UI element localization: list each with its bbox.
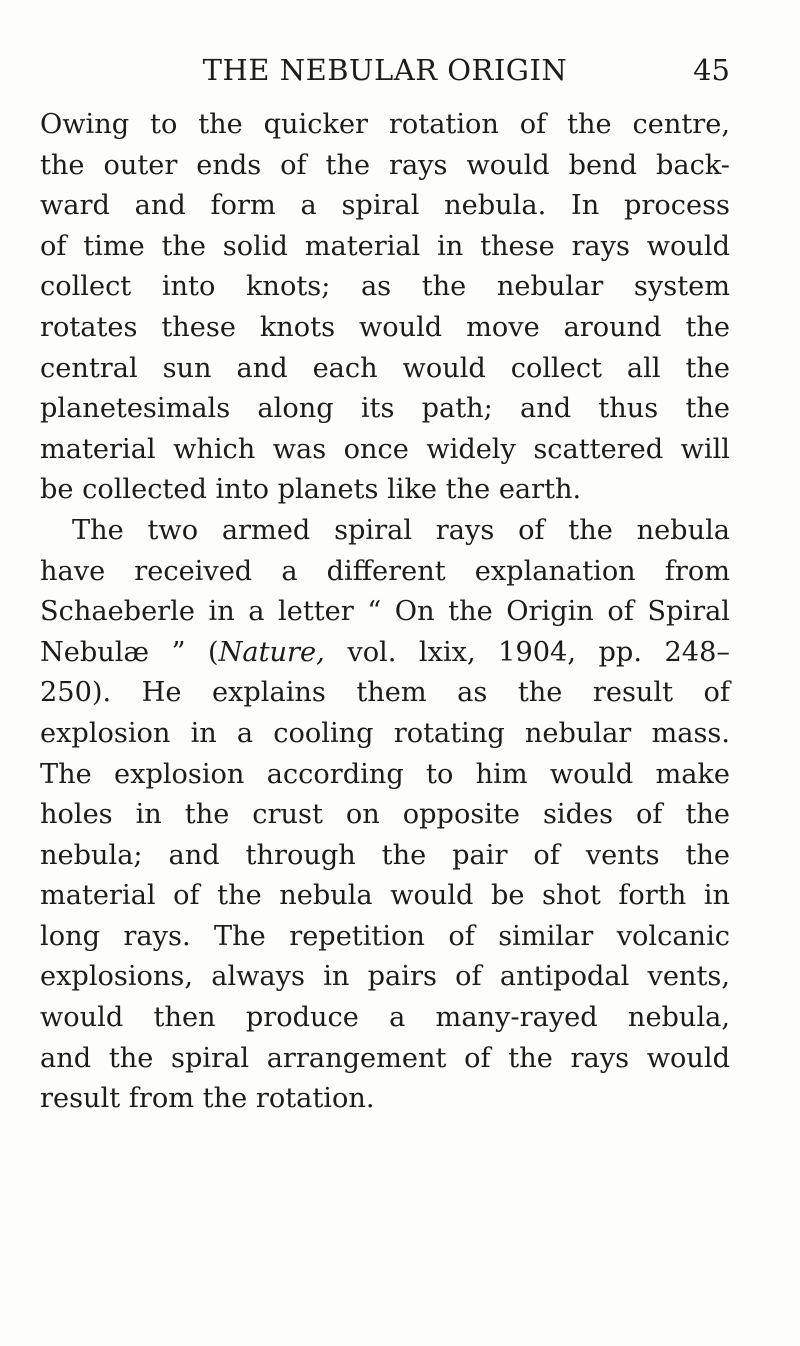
paragraph — [40, 511, 730, 1120]
text-line: collect into knots; as the nebular system — [40, 271, 730, 303]
running-title: THE NEBULAR ORIGIN — [202, 53, 568, 87]
text-line: holes in the crust on opposite sides of the — [40, 799, 730, 831]
text-line: 250). He explains them as the result of — [40, 677, 730, 709]
body-text — [40, 105, 730, 1120]
page-number: 45 — [693, 53, 730, 87]
paragraph — [40, 105, 730, 511]
running-head — [40, 50, 730, 90]
text-line: would then produce a many-rayed nebula, — [40, 1002, 730, 1034]
text-line: The two armed spiral rays of the nebula — [72, 514, 730, 546]
text-line: material which was once widely scattered will — [40, 433, 730, 465]
text-segment: Nebulæ ” ( — [40, 636, 219, 668]
text-line: long rays. The repetition of similar volcanic — [40, 920, 730, 952]
text-line: have received a different explanation from — [40, 555, 730, 587]
text-line: be collected into planets like the earth. — [40, 474, 582, 506]
text-line: the outer ends of the rays would bend back- — [40, 149, 730, 181]
italic-citation: Nature, — [218, 636, 325, 668]
text-line: explosions, always in pairs of antipodal vents, — [40, 961, 730, 993]
text-line — [40, 633, 730, 674]
text-line: of time the solid material in these rays would — [40, 230, 730, 262]
text-segment: vol. lxix, 1904, pp. 248– — [324, 636, 730, 668]
text-line: nebula; and through the pair of vents the — [40, 839, 730, 871]
text-line: material of the nebula would be shot forth in — [40, 880, 730, 912]
text-line: result from the rotation. — [40, 1083, 375, 1115]
text-line: rotates these knots would move around the — [40, 311, 730, 343]
text-line: Owing to the quicker rotation of the centre, — [40, 109, 730, 140]
text-line: explosion in a cooling rotating nebular mass. — [40, 717, 730, 749]
text-line: The explosion according to him would make — [40, 758, 730, 790]
text-line: ward and form a spiral nebula. In process — [40, 190, 730, 222]
text-line: and the spiral arrangement of the rays would — [40, 1042, 730, 1074]
text-line: Schaeberle in a letter “ On the Origin of Spiral — [40, 596, 730, 628]
text-line: planetesimals along its path; and thus the — [40, 393, 730, 425]
text-line: central sun and each would collect all the — [40, 352, 730, 384]
